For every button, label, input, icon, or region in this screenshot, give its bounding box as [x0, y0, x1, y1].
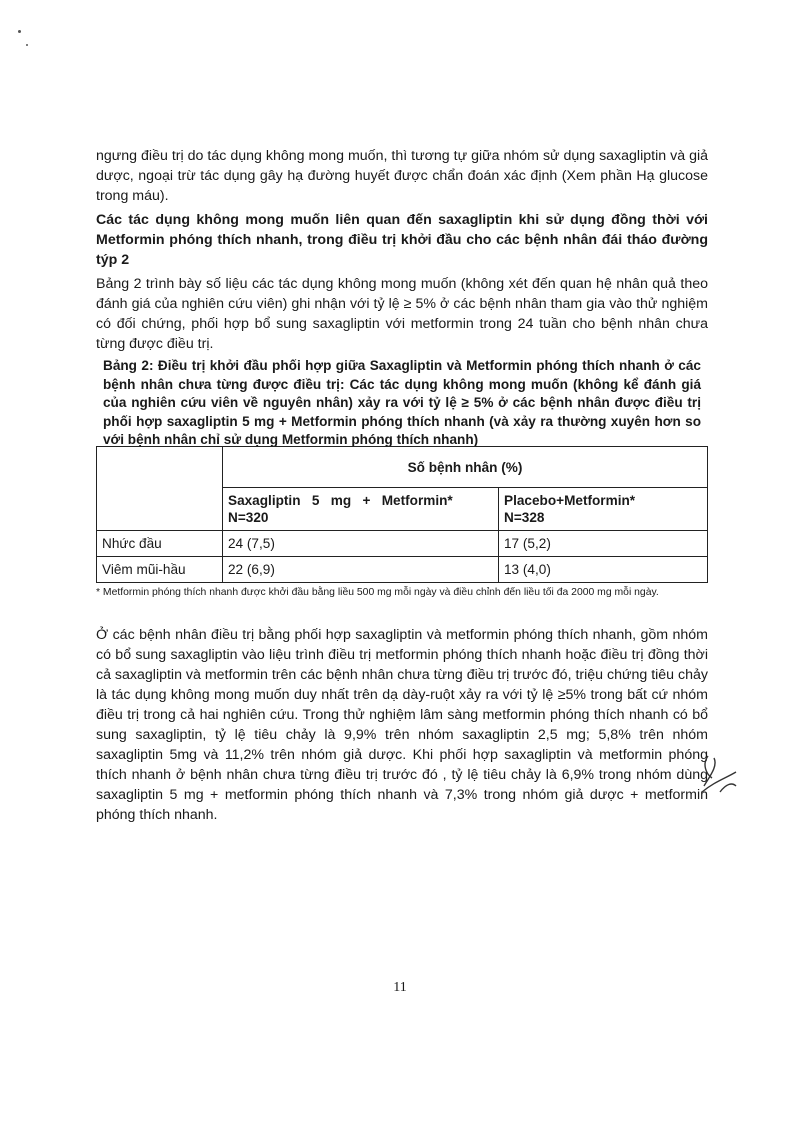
row-label: Viêm mũi-hầu: [97, 557, 223, 583]
table-span-header: Số bệnh nhân (%): [223, 447, 708, 488]
body-paragraph: Ở các bệnh nhân điều trị bằng phối hợp saxagliptin và metformin phóng thích nhanh, gồm nhóm có bổ sung saxagliptin vào liệu trình điều trị metformin phóng thích nhanh hoặc điều trị đồng thời cả saxagliptin và metformin trên các bệnh nhân chưa từng điều trị trước đó, triệu chứng tiêu chảy là tác dụng không mong muốn duy nhất trên dạ dày-ruột xảy ra với tỷ lệ ≥5% trong bất cứ nhóm điều trị trong cả hai nghiên cứu. Trong thử nghiệm lâm sàng metformin phóng thích nhanh có bổ sung saxagliptin, tỷ lệ tiêu chảy là 9,9% trên nhóm saxagliptin 2,5 mg; 5,8% trên nhóm saxagliptin 5mg và 11,2% trên nhóm giả dược. Khi phối hợp saxagliptin và metformin phóng thích nhanh ở bệnh nhân chưa từng điều trị trước đó , tỷ lệ tiêu chảy là 6,9% trong nhóm dùng saxagliptin 5 mg + metformin phóng thích nhanh và 7,3% trong nhóm giả dược + metformin phóng thích nhanh.: [96, 627, 708, 823]
scan-speck: [26, 44, 28, 46]
handwritten-initials: [700, 752, 740, 800]
body-paragraph: ngưng điều trị do tác dụng không mong muốn, thì tương tự giữa nhóm sử dụng saxagliptin và giả dược, ngoại trừ tác dụng gây hạ đường huyết được chẩn đoán xác định (Xem phần Hạ glucose trong máu).: [96, 148, 708, 204]
table-caption: Bảng 2: Điều trị khởi đầu phối hợp giữa Saxagliptin và Metformin phóng thích nhanh ở các bệnh nhân chưa từng được điều trị: Các tác dụng không mong muốn (không kể đánh giá của nghiên cứu viên về nguyên nhân) xảy ra với tỷ lệ ≥ 5% ở các bệnh nhân được điều trị phối hợp saxagliptin 5 mg + Metformin phóng thích nhanh (và xảy ra thường xuyên hơn so với bệnh nhân chỉ sử dụng Metformin phóng thích nhanh): [103, 358, 701, 447]
table-cell: 17 (5,2): [499, 531, 708, 557]
column-header-placebo: [499, 488, 708, 531]
table-cell: 24 (7,5): [223, 531, 499, 557]
column-header-n: N=320: [228, 510, 269, 525]
column-header-n: N=328: [504, 510, 545, 525]
page-number: 11: [393, 980, 407, 995]
body-paragraph: Bảng 2 trình bày số liệu các tác dụng không mong muốn (không xét đến quan hệ nhân quả theo đánh giá của nghiên cứu viên) ghi nhận với tỷ lệ ≥ 5% ở các bệnh nhân tham gia vào thử nghiệm có đối chứng, phối hợp bổ sung saxagliptin với metformin trong 24 tuần cho bệnh nhân chưa từng được điều trị.: [96, 276, 708, 352]
table-footnote: * Metformin phóng thích nhanh được khởi đầu bằng liều 500 mg mỗi ngày và điều chỉnh đến liều tối đa 2000 mg mỗi ngày.: [96, 587, 659, 598]
table-cell: 13 (4,0): [499, 557, 708, 583]
adverse-events-table: [96, 446, 708, 583]
table-cell: 22 (6,9): [223, 557, 499, 583]
column-header-line: Saxagliptin 5 mg + Metformin*: [228, 493, 453, 508]
section-heading: Các tác dụng không mong muốn liên quan đến saxagliptin khi sử dụng đồng thời với Metformin phóng thích nhanh, trong điều trị khởi đầu cho các bệnh nhân đái tháo đường týp 2: [96, 212, 708, 268]
scan-speck: [18, 30, 21, 33]
table-row: [97, 531, 708, 557]
table-row: [97, 557, 708, 583]
table-corner-cell: [97, 447, 223, 531]
column-header-line: Placebo+Metformin*: [504, 493, 636, 508]
row-label: Nhức đầu: [97, 531, 223, 557]
column-header-saxagliptin: [223, 488, 499, 531]
